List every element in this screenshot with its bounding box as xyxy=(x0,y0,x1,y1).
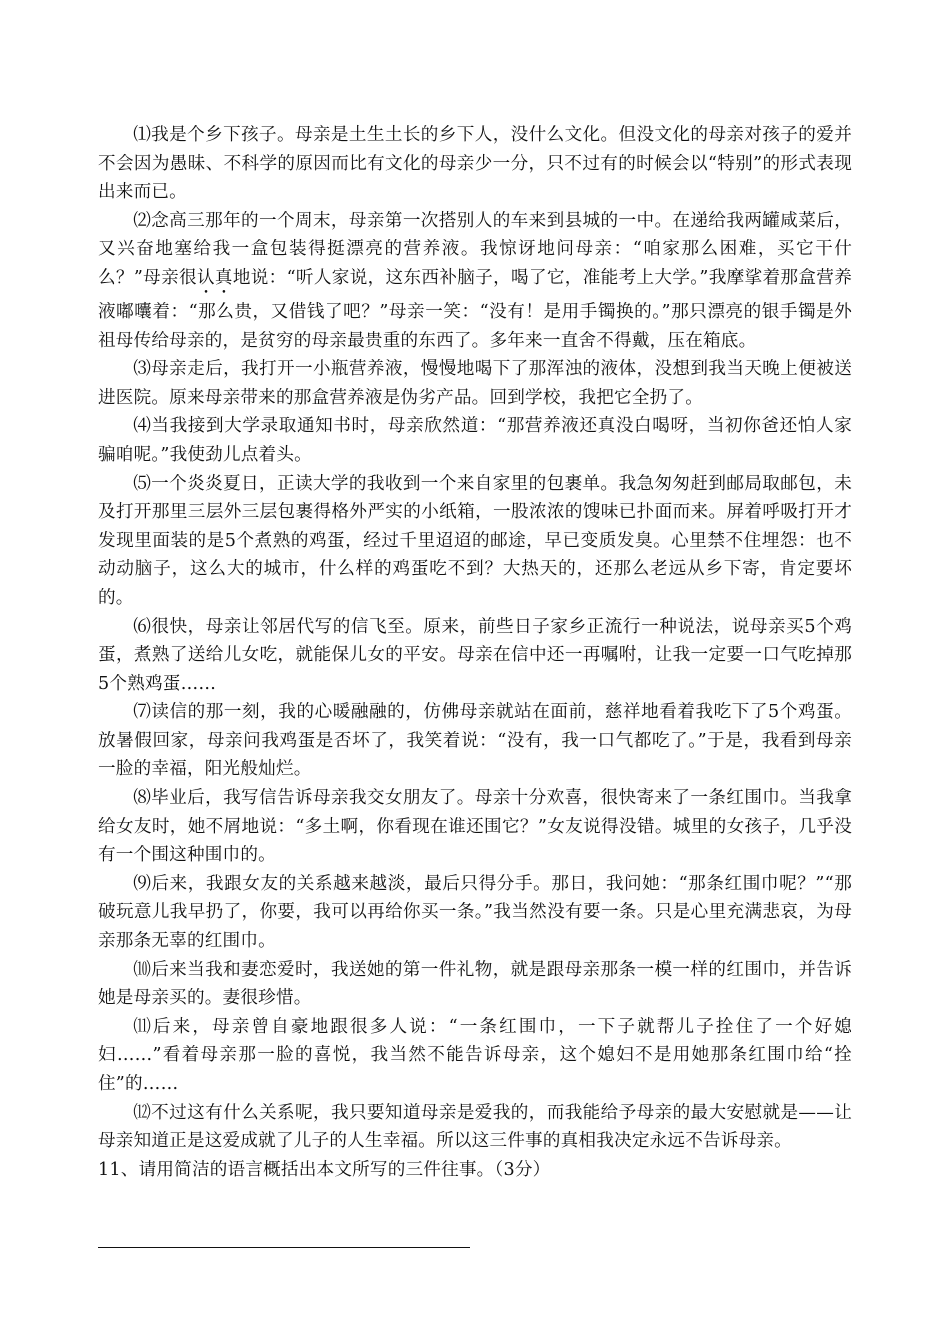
paragraph-text-continued: 地说：“听人家说，这东西补脑子，喝了它，准能考上大学。”我摩挲着那盒营养液嘟囔着：“那么贵，又借钱了吧？”母亲一笑：“没有！是用手镯换的。”那只漂亮的银手镯是外祖母传给母亲的，是贫穷的母亲最贵重的东西了。多年来一直舍不得戴，压在箱底。 xyxy=(98,267,852,351)
paragraph-8 xyxy=(98,784,852,870)
paragraph-text: 当我接到大学录取通知书时，母亲欣然道：“那营养液还真没白喝呀，当初你爸还怕人家骗咱呢。”我使劲儿点着头。 xyxy=(98,416,852,465)
paragraph-text: 一个炎炎夏日，正读大学的我收到一个来自家里的包裹单。我急匆匆赶到邮局取邮包，未及打开那里三层外三层包裹得格外严实的小纸箱，一股浓浓的馊味已扑面而来。屏着呼吸打开才发现里面装的是5个煮熟的鸡蛋，经过千里迢迢的邮途，早已变质发臭。心里禁不住埋怨：也不动动脑子，这么大的城市，什么样的鸡蛋吃不到？大热天的，还那么老远从乡下寄，肯定要坏的。 xyxy=(98,473,852,608)
paragraph-number: ⑻ xyxy=(133,788,152,809)
paragraph-5 xyxy=(98,470,852,613)
paragraph-2 xyxy=(98,207,852,355)
paragraph-number: ⑴ xyxy=(133,125,152,145)
paragraph-number: ⑶ xyxy=(133,359,152,380)
paragraph-number: ⑼ xyxy=(133,873,152,894)
paragraph-text: 母亲走后，我打开一小瓶营养液，慢慢地喝下了那浑浊的液体，没想到我当天晚上便被送进医院。原来母亲带来的那盒营养液是伪劣产品。回到学校，我把它全扔了。 xyxy=(98,359,852,408)
paragraph-text: 后来当我和妻恋爱时，我送她的第一件礼物，就是跟母亲那条一模一样的红围巾，并告诉她是母亲买的。妻很珍惜。 xyxy=(98,959,852,1009)
paragraph-text: 很快，母亲让邻居代写的信飞至。原来，前些日子家乡正流行一种说法，说母亲买5个鸡蛋，煮熟了送给儿女吃，就能保儿女的平安。母亲在信中还一再嘱咐，让我一定要一口气吃掉那5个熟鸡蛋…… xyxy=(98,616,852,694)
answer-line[interactable] xyxy=(98,1247,470,1248)
paragraph-text: 不过这有什么关系呢，我只要知道母亲是爱我的，而我能给予母亲的最大安慰就是——让母亲知道正是这爱成就了儿子的人生幸福。所以这三件事的真相我决定永远不告诉母亲。 xyxy=(98,1102,852,1152)
paragraph-3 xyxy=(98,355,852,412)
paragraph-text: 毕业后，我写信告诉母亲我交女朋友了。母亲十分欢喜，很快寄来了一条红围巾。当我拿给女友时，她不屑地说：“多土啊，你看现在谁还围它？”女友说得没错。城里的女孩子，几乎没有一个围这种围巾的。 xyxy=(98,788,852,866)
paragraph-number: ⑿ xyxy=(133,1102,152,1123)
paragraph-4 xyxy=(98,412,852,469)
paragraph-number: ⑾ xyxy=(133,1016,153,1037)
paragraph-9 xyxy=(98,870,852,956)
paragraph-number: ⑸ xyxy=(133,473,152,494)
question-11: 11、请用简洁的语言概括出本文所写的三件往事。（3分） xyxy=(98,1159,551,1180)
paragraph-6 xyxy=(98,613,852,699)
article xyxy=(98,121,852,1184)
paragraph-number: ⑷ xyxy=(133,416,152,437)
paragraph-10 xyxy=(98,956,852,1013)
paragraph-text: 后来，母亲曾自豪地跟很多人说：“一条红围巾，一下子就帮儿子拴住了一个好媳妇……”看着母亲那一脸的喜悦，我当然不能告诉母亲，这个媳妇不是用她那条红围巾给“拴住”的…… xyxy=(98,1016,852,1094)
paragraph-12 xyxy=(98,1099,852,1156)
paragraph-text: 读信的那一刻，我的心暖融融的，仿佛母亲就站在面前，慈祥地看着我吃下了5个鸡蛋。放暑假回家，母亲问我鸡蛋是否坏了，我笑着说：“没有，我一口气都吃了。”于是，我看到母亲一脸的幸福，阳光般灿烂。 xyxy=(98,702,852,780)
paragraph-7 xyxy=(98,698,852,784)
paragraph-text: 后来，我跟女友的关系越来越淡，最后只得分手。那日，我问她：“那条红围巾呢？”“那破玩意儿我早扔了，你要，我可以再给你买一条。”我当然没有要一条。只是心里充满悲哀，为母亲那条无辜的红围巾。 xyxy=(98,873,852,952)
emphasized-word: 认真 xyxy=(196,267,233,288)
paragraph-1 xyxy=(98,121,852,207)
paragraph-number: ⑹ xyxy=(133,616,152,637)
paragraph-number: ⑽ xyxy=(133,959,152,980)
paragraph-text: 念高三那年的一个周末，母亲第一次搭别人的车来到县城的一中。在递给我两罐咸菜后，又兴奋地塞给我一盒包装得挺漂亮的营养液。我惊讶地问母亲：“咱家那么困难，买它干什么？”母亲很 xyxy=(98,210,852,288)
paragraph-text: 我是个乡下孩子。母亲是土生土长的乡下人，没什么文化。但没文化的母亲对孩子的爱并不会因为愚昧、不科学的原因而比有文化的母亲少一分，只不过有的时候会以“特别”的形式表现出来而已。 xyxy=(98,125,852,203)
paragraph-number: ⑺ xyxy=(133,702,152,723)
paragraph-11 xyxy=(98,1013,852,1099)
paragraph-number: ⑵ xyxy=(133,210,152,231)
